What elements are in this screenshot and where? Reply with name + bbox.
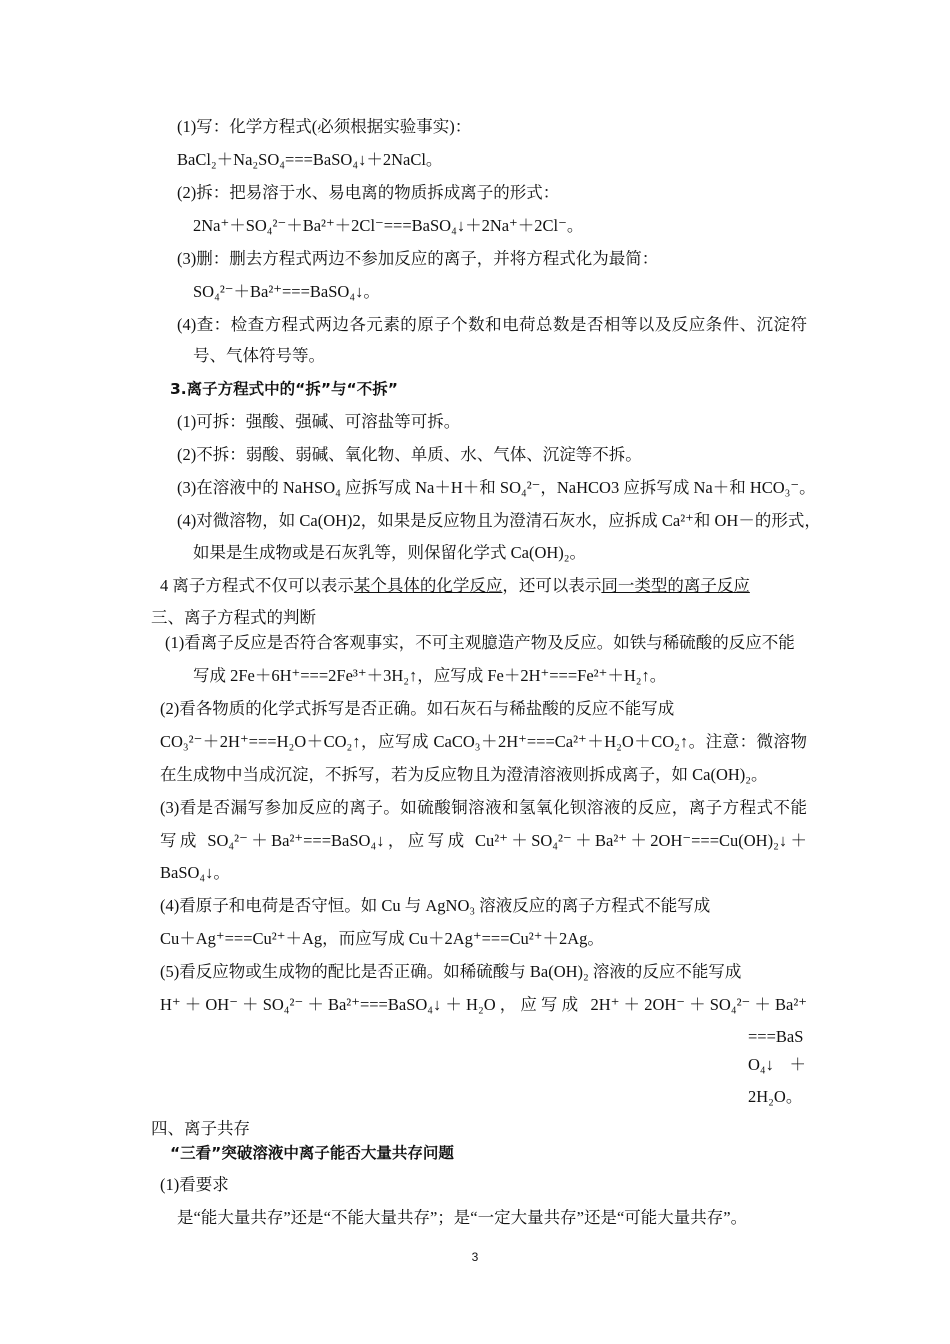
statement-part2: ，还可以表示 [502,576,602,595]
judge-fact: (1)看离子反应是否符合客观事实，不可主观臆造产物及反应。如铁与稀硫酸的反应不能 [165,633,795,652]
judge-conservation: (4)看原子和电荷是否守恒。如 Cu 与 AgNO₃ 溶液反应的离子方程式不能写成 [160,896,711,915]
judge-ratio-example-cont3: 2H₂O。 [748,1087,803,1106]
judge-missing-ions: (3)看是否漏写参加反应的离子。如硫酸铜溶液和氢氧化钡溶液的反应，离子方程式不能 [160,798,807,817]
statement-part1: 4 离子方程式不仅可以表示 [160,576,354,595]
subheading-three-looks: “三看”突破溶液中离子能否大量共存问题 [170,1144,454,1162]
judge-missing-ions-end: BaSO₄↓。 [160,863,230,882]
judge-ratio: (5)看反应物或生成物的配比是否正确。如稀硫酸与 Ba(OH)₂ 溶液的反应不能写成 [160,962,742,981]
heading-coexistence: 四、离子共存 [151,1119,250,1138]
judge-ratio-example-cont2: O₄↓ ＋ [748,1055,806,1074]
judge-missing-ions-example: 写成 SO₄²⁻＋Ba²⁺===BaSO₄↓，应写成 Cu²⁺＋SO₄²⁻＋Ba²⁺＋2OH⁻===Cu(OH)₂↓＋ [160,831,807,850]
judge-conservation-example: Cu＋Ag⁺===Cu²⁺＋Ag，而应写成 Cu＋2Ag⁺===Cu²⁺＋2Ag。 [160,929,604,948]
judge-fact-example: 写成 2Fe＋6H⁺===2Fe³⁺＋3H₂↑，应写成 Fe＋2H⁺===Fe²⁺＋H₂↑。 [193,666,667,685]
look-requirement-detail: 是“能大量共存”还是“不能大量共存”；是“一定大量共存”还是“可能大量共存”。 [177,1208,748,1227]
rule-nahso4: (3)在溶液中的 NaHSO₄ 应拆写成 Na＋H＋和 SO₄²⁻，NaHCO3 应拆写成 Na＋和 HCO₃⁻。 [177,478,816,497]
underlined-same-type: 同一类型的离子反应 [601,576,750,595]
equation-molecular: BaCl₂＋Na₂SO₄===BaSO₄↓＋2NaCl。 [177,150,443,169]
judge-formula-note: 在生成物中当成沉淀，不拆写，若为反应物且为澄清溶液则拆成离子，如 Ca(OH)₂。 [160,765,768,784]
step-write: (1)写：化学方程式(必须根据实验事实)： [177,117,472,136]
equation-ionic-full: 2Na⁺＋SO₄²⁻＋Ba²⁺＋2Cl⁻===BaSO₄↓＋2Na⁺＋2Cl⁻。 [193,216,584,235]
rule-no-split: (2)不拆：弱酸、弱碱、氧化物、单质、水、气体、沉淀等不拆。 [177,445,642,464]
step-check-cont: 号、气体符号等。 [193,346,325,365]
rule-slightly-soluble-cont: 如果是生成物或是石灰乳等，则保留化学式 Ca(OH)₂。 [193,543,587,562]
judge-ratio-example-cont1: ===BaS [748,1027,804,1046]
judge-formula-example: CO₃²⁻＋2H⁺===H₂O＋CO₂↑，应写成 CaCO₃＋2H⁺===Ca²⁺＋H₂O＋CO₂↑。注意：微溶物 [160,732,807,751]
judge-ratio-example: H⁺＋OH⁻＋SO₄²⁻＋Ba²⁺===BaSO₄↓＋H₂O，应写成 2H⁺＋2OH⁻＋SO₄²⁻＋Ba²⁺ [160,995,807,1014]
statement-ionic-meaning [160,575,750,597]
rule-can-split: (1)可拆：强酸、强碱、可溶盐等可拆。 [177,412,461,431]
heading-split-rules: 3.离子方程式中的“拆”与“不拆” [170,380,398,398]
step-check: (4)查：检查方程式两边各元素的原子个数和电荷总数是否相等以及反应条件、沉淀符 [177,315,807,334]
rule-slightly-soluble: (4)对微溶物，如 Ca(OH)2，如果是反应物且为澄清石灰水，应拆成 Ca²⁺和 OH－的形式， [177,511,821,530]
look-requirement: (1)看要求 [160,1175,229,1194]
underlined-specific-reaction: 某个具体的化学反应 [353,576,503,595]
step-split: (2)拆：把易溶于水、易电离的物质拆成离子的形式： [177,183,560,202]
equation-ionic-net: SO₄²⁻＋Ba²⁺===BaSO₄↓。 [193,282,380,301]
judge-formula: (2)看各物质的化学式拆写是否正确。如石灰石与稀盐酸的反应不能写成 [160,699,675,718]
step-delete: (3)删：删去方程式两边不参加反应的离子，并将方程式化为最简： [177,249,659,268]
heading-judgement: 三、离子方程式的判断 [151,608,316,627]
page-number: 3 [471,1250,479,1264]
